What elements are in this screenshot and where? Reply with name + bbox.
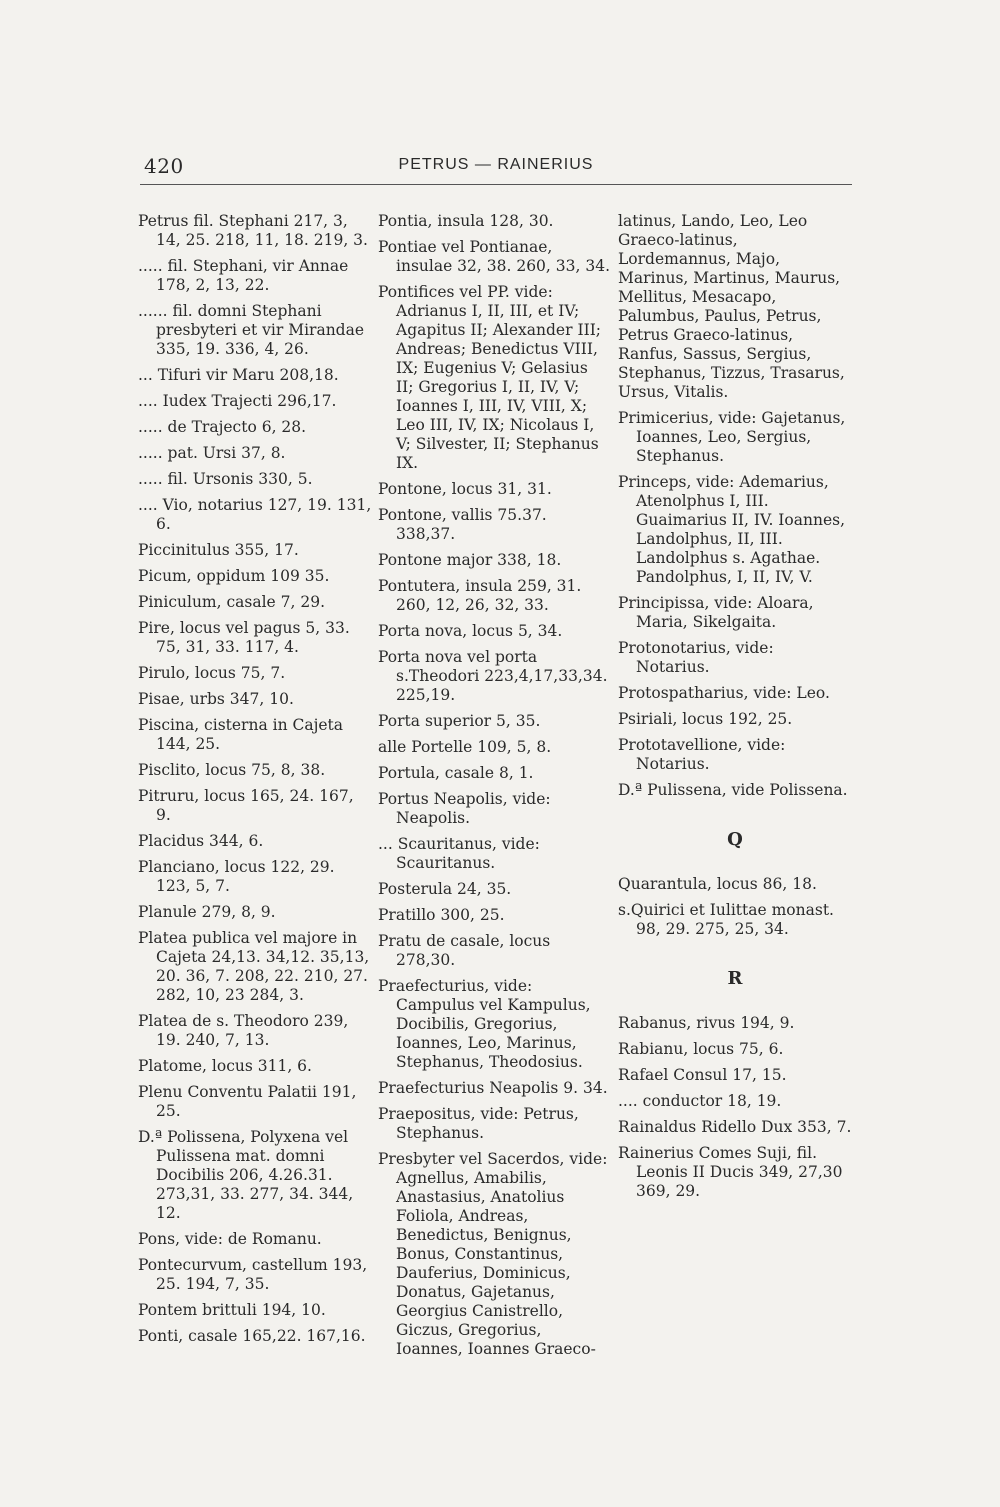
- index-entry: Primicerius, vide: Gajetanus, Ioannes, Leo, Sergius, Stephanus.: [618, 409, 846, 465]
- index-entry: Porta nova, locus 5, 34.: [378, 622, 563, 640]
- index-entry: Rainaldus Ridello Dux 353, 7.: [618, 1118, 852, 1136]
- index-entry: Pons, vide: de Romanu.: [138, 1230, 322, 1248]
- index-column-1: [138, 212, 372, 1353]
- index-entry: Plenu Conventu Palatii 191, 25.: [138, 1083, 357, 1120]
- header-rule: [140, 184, 852, 185]
- index-entry: Pratillo 300, 25.: [378, 906, 505, 924]
- index-entry: Pontia, insula 128, 30.: [378, 212, 554, 230]
- index-entry: Rabianu, locus 75, 6.: [618, 1040, 784, 1058]
- index-entry: Planule 279, 8, 9.: [138, 903, 276, 921]
- index-entry-continuation: latinus, Lando, Leo, Leo Graeco-latinus, Lordemannus, Majo, Marinus, Martinus, Maurus, Mellitus, Mesacapo, Palumbus, Paulus, Petrus, Petrus Graeco-latinus, Ranfus, Sassus, Sergius, Stephanus, Tizzus, Trasarus, Ursus, Vitalis.: [618, 212, 845, 401]
- index-entry: Pirulo, locus 75, 7.: [138, 664, 286, 682]
- index-entry: Quarantula, locus 86, 18.: [618, 875, 817, 893]
- index-entry: Pratu de casale, locus 278,30.: [378, 932, 551, 969]
- index-entry: .... conductor 18, 19.: [618, 1092, 782, 1110]
- index-entry: Rafael Consul 17, 15.: [618, 1066, 787, 1084]
- index-entry: Princeps, vide: Ademarius, Atenolphus I, III. Guaimarius II, IV. Ioannes, Landolphus, II, III. Landolphus s. Agathae. Pandolphus, I, II, IV, V.: [618, 473, 846, 586]
- index-entry: ..... de Trajecto 6, 28.: [138, 418, 307, 436]
- index-entry: Pisclito, locus 75, 8, 38.: [138, 761, 326, 779]
- index-entry: Petrus fil. Stephani 217, 3, 14, 25. 218, 11, 18. 219, 3.: [138, 212, 368, 249]
- index-entry: Pontifices vel PP. vide: Adrianus I, II, III, et IV; Agapitus II; Alexander III; Andreas; Benedictus VIII, IX; Eugenius V; Gelasius II; Gregorius I, II, IV, V; Ioannes I, III, IV, VIII, X; Leo III, IV, IX; Nicolaus I, V; Silvester, II; Stephanus IX.: [378, 283, 602, 472]
- index-entry: Pontutera, insula 259, 31. 260, 12, 26, 32, 33.: [378, 577, 582, 614]
- index-entry: Pontem brittuli 194, 10.: [138, 1301, 326, 1319]
- index-entry: D.ª Polissena, Polyxena vel Pulissena mat. domni Docibilis 206, 4.26.31. 273,31, 33. 277, 34. 344, 12.: [138, 1128, 354, 1222]
- index-entry: Piccinitulus 355, 17.: [138, 541, 299, 559]
- index-entry: Platea de s. Theodoro 239, 19. 240, 7, 13.: [138, 1012, 349, 1049]
- index-entry: Porta nova vel porta s.Theodori 223,4,17,33,34. 225,19.: [378, 648, 608, 704]
- index-entry: Protospatharius, vide: Leo.: [618, 684, 830, 702]
- running-head: PETRUS — RAINERIUS: [398, 156, 594, 173]
- index-column-3: [618, 212, 852, 1208]
- index-entry: Piniculum, casale 7, 29.: [138, 593, 326, 611]
- index-entry: ..... pat. Ursi 37, 8.: [138, 444, 286, 462]
- index-entry: alle Portelle 109, 5, 8.: [378, 738, 552, 756]
- index-entry: Presbyter vel Sacerdos, vide: Agnellus, Amabilis, Anastasius, Anatolius Foliola, Andreas, Benedictus, Benignus, Bonus, Constantinus, Dauferius, Dominicus, Donatus, Gajetanus, Georgius Canistrello, Giczus, Gregorius, Ioannes, Ioannes Graeco-: [378, 1150, 608, 1358]
- index-entry: ..... fil. Stephani, vir Annae 178, 2, 13, 22.: [138, 257, 349, 294]
- index-entry: Pisae, urbs 347, 10.: [138, 690, 294, 708]
- index-entry: Psiriali, locus 192, 25.: [618, 710, 793, 728]
- index-entry: Rainerius Comes Suji, fil. Leonis II Ducis 349, 27,30 369, 29.: [618, 1144, 843, 1200]
- index-entry: Piscina, cisterna in Cajeta 144, 25.: [138, 716, 344, 753]
- index-entry: Pontone major 338, 18.: [378, 551, 562, 569]
- section-letter-r: R: [727, 968, 743, 989]
- section-letter-q: Q: [727, 829, 743, 850]
- index-entry: Praepositus, vide: Petrus, Stephanus.: [378, 1105, 579, 1142]
- index-entry: Praefecturius, vide: Campulus vel Kampulus, Docibilis, Gregorius, Ioannes, Leo, Marinus, Stephanus, Theodosius.: [378, 977, 591, 1071]
- index-entry: Pontiae vel Pontianae, insulae 32, 38. 260, 33, 34.: [378, 238, 610, 275]
- index-entry: .... Vio, notarius 127, 19. 131, 6.: [138, 496, 372, 533]
- index-entry: Pontone, locus 31, 31.: [378, 480, 552, 498]
- index-entry: ... Tifuri vir Maru 208,18.: [138, 366, 339, 384]
- index-entry: Praefecturius Neapolis 9. 34.: [378, 1079, 608, 1097]
- index-entry: Posterula 24, 35.: [378, 880, 512, 898]
- index-entry: Pontone, vallis 75.37. 338,37.: [378, 506, 547, 543]
- index-entry: Principissa, vide: Aloara, Maria, Sikelgaita.: [618, 594, 814, 631]
- index-entry: Picum, oppidum 109 35.: [138, 567, 330, 585]
- index-entry: Ponti, casale 165,22. 167,16.: [138, 1327, 366, 1345]
- index-entry: Portula, casale 8, 1.: [378, 764, 534, 782]
- index-entry: .... Iudex Trajecti 296,17.: [138, 392, 337, 410]
- index-entry: Placidus 344, 6.: [138, 832, 264, 850]
- index-entry: ...... fil. domni Stephani presbyteri et vir Mirandae 335, 19. 336, 4, 26.: [138, 302, 365, 358]
- index-entry: Pire, locus vel pagus 5, 33. 75, 31, 33. 117, 4.: [138, 619, 350, 656]
- index-entry: s.Quirici et Iulittae monast. 98, 29. 275, 25, 34.: [618, 901, 834, 938]
- index-entry: Rabanus, rivus 194, 9.: [618, 1014, 795, 1032]
- page-number: 420: [144, 154, 184, 178]
- index-entry: Planciano, locus 122, 29. 123, 5, 7.: [138, 858, 335, 895]
- page-header: [140, 148, 852, 186]
- index-entry: ..... fil. Ursonis 330, 5.: [138, 470, 313, 488]
- index-entry: Platea publica vel majore in Cajeta 24,13. 34,12. 35,13, 20. 36, 7. 208, 22. 210, 27. 282, 10, 23 284, 3.: [138, 929, 370, 1004]
- index-entry: Protonotarius, vide: Notarius.: [618, 639, 774, 676]
- index-entry: ... Scauritanus, vide: Scauritanus.: [378, 835, 540, 872]
- index-entry: Pontecurvum, castellum 193, 25. 194, 7, 35.: [138, 1256, 368, 1293]
- index-entry: Prototavellione, vide: Notarius.: [618, 736, 786, 773]
- index-column-2: [378, 212, 610, 1366]
- index-entry: Pitruru, locus 165, 24. 167, 9.: [138, 787, 354, 824]
- index-entry: Portus Neapolis, vide: Neapolis.: [378, 790, 551, 827]
- index-entry: D.ª Pulissena, vide Polissena.: [618, 781, 848, 799]
- index-entry: Porta superior 5, 35.: [378, 712, 541, 730]
- index-entry: Platome, locus 311, 6.: [138, 1057, 312, 1075]
